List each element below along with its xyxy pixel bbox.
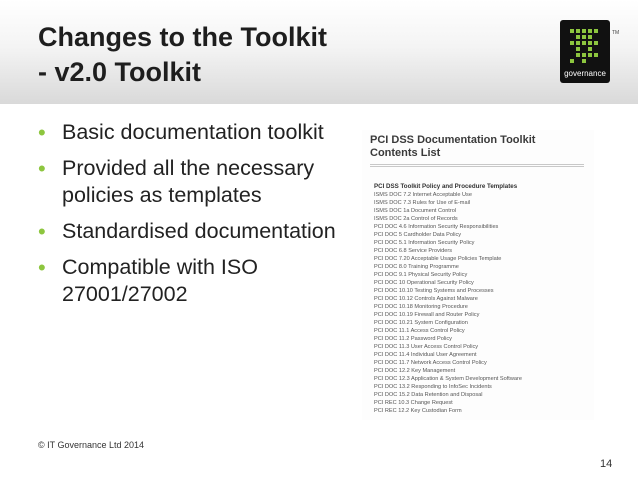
doc-list-item: PCI DOC 7.20 Acceptable Usage Policies Template [374, 256, 502, 262]
bullet-text: Provided all the necessary policies as templates [62, 156, 315, 207]
doc-list-item: ISMS DOC 7.3 Rules for Use of E-mail [374, 200, 471, 206]
doc-list-item: PCI DOC 6.8 Service Providers [374, 248, 453, 254]
it-governance-logo [560, 20, 610, 83]
doc-list-item: PCI REC 12.2 Key Custodian Form [374, 408, 462, 414]
doc-list-item: PCI DOC 11.4 Individual User Agreement [374, 352, 477, 358]
doc-list-item: ISMS DOC 7.2 Internet Acceptable Use [374, 192, 472, 198]
doc-list-item: PCI DOC 13.2 Responding to InfoSec Incidents [374, 384, 492, 390]
doc-list-item: PCI DOC 8.0 Training Programme [374, 264, 459, 270]
doc-list-item: PCI DOC 15.2 Data Retention and Disposal [374, 392, 483, 398]
trademark-mark: TM [612, 30, 620, 36]
doc-section-heading: PCI DSS Toolkit Policy and Procedure Templates [374, 183, 518, 190]
bullet-icon: • [38, 219, 46, 244]
doc-list-item: PCI DOC 9.1 Physical Security Policy [374, 272, 468, 278]
bullet-text: Compatible with ISO 27001/27002 [62, 255, 258, 306]
doc-list-item: PCI DOC 10.10 Testing Systems and Processes [374, 288, 494, 294]
doc-list-item: PCI DOC 10.12 Controls Against Malware [374, 296, 478, 302]
bullet-item [38, 218, 358, 245]
doc-title [370, 134, 535, 160]
doc-list-item: ISMS DOC 2a Control of Records [374, 216, 458, 222]
doc-list-item: ISMS DOC 1a Document Control [374, 208, 457, 214]
slide-header [0, 0, 638, 104]
bullet-item [38, 155, 358, 209]
slide-title-line-2: - v2.0 Toolkit [38, 57, 202, 87]
toolkit-contents-image [362, 130, 594, 420]
slide-title [38, 20, 327, 90]
slide-title-line-1: Changes to the Toolkit [38, 22, 327, 52]
doc-list-item: PCI DOC 11.3 User Access Control Policy [374, 344, 479, 350]
doc-title-line-2: Contents List [370, 147, 441, 159]
bullet-list [38, 119, 358, 317]
page-number: 14 [600, 458, 613, 470]
doc-list-item: PCI DOC 12.3 Application & System Development Software [374, 376, 522, 382]
doc-list-item: PCI DOC 11.7 Network Access Control Policy [374, 360, 487, 366]
copyright-footer: © IT Governance Ltd 2014 [38, 440, 145, 450]
doc-list-item: PCI DOC 11.1 Access Control Policy [374, 328, 465, 334]
doc-contents-list [374, 191, 522, 415]
doc-divider [370, 164, 584, 165]
bullet-icon: • [38, 255, 46, 280]
doc-list-item: PCI DOC 10.19 Firewall and Router Policy [374, 312, 480, 318]
doc-divider [370, 166, 584, 167]
doc-list-item: PCI DOC 10.18 Monitoring Procedure [374, 304, 468, 310]
doc-title-line-1: PCI DSS Documentation Toolkit [370, 134, 536, 146]
doc-list-item: PCI DOC 12.2 Key Management [374, 368, 456, 374]
doc-list-item: PCI DOC 10 Operational Security Policy [374, 280, 474, 286]
doc-list-item: PCI DOC 10.21 System Configuration [374, 320, 468, 326]
bullet-text: Basic documentation toolkit [62, 120, 324, 144]
bullet-text: Standardised documentation [62, 219, 336, 243]
doc-list-item: PCI DOC 5.1 Information Security Policy [374, 240, 475, 246]
doc-list-item: PCI DOC 4.6 Information Security Responsibilities [374, 224, 499, 230]
bullet-item [38, 119, 358, 146]
logo-wordmark: governance [564, 69, 606, 78]
bullet-item [38, 254, 358, 308]
doc-list-item: PCI REC 10.3 Change Request [374, 400, 453, 406]
doc-list-item: PCI DOC 5 Cardholder Data Policy [374, 232, 462, 238]
bullet-icon: • [38, 120, 46, 145]
bullet-icon: • [38, 156, 46, 181]
doc-list-item: PCI DOC 11.2 Password Policy [374, 336, 452, 342]
